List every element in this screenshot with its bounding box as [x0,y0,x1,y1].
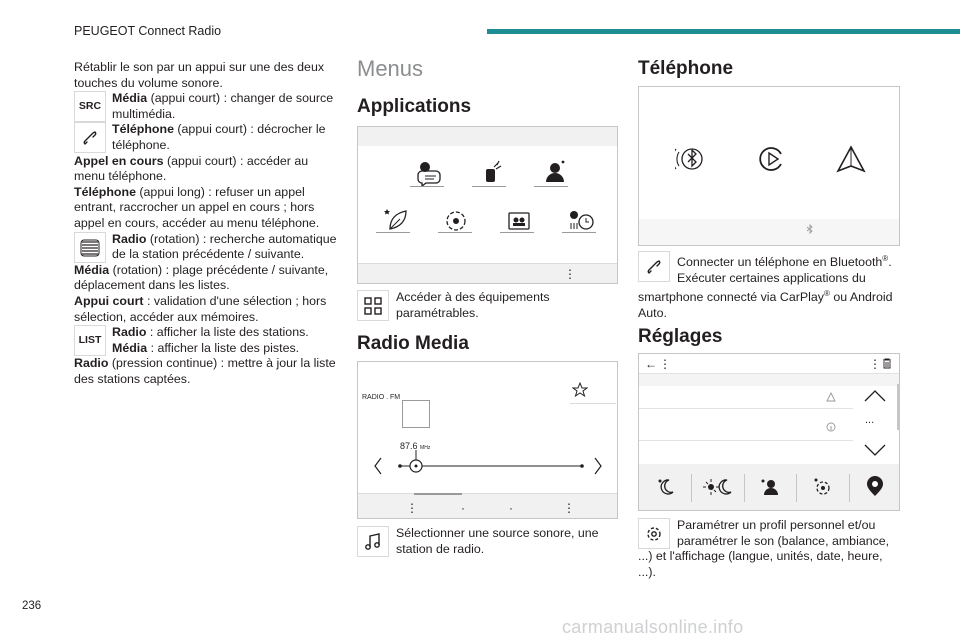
settings-caption-row [638,518,900,580]
telephone-caption-part3: ou Android Auto. [638,290,893,321]
list-long-description [74,356,342,387]
term-list-long: Radio [74,356,109,371]
phone-description [112,122,342,153]
list-icon: LIST [74,325,106,356]
radio-rotation-description [112,232,342,263]
messages-icon [414,159,444,187]
radio-media-screen [357,361,618,519]
radio-band-label: RADIO . FM [362,394,401,401]
media-rotation-text: (rotation) : plage précédente / suivante, déplacement dans les listes. [74,262,329,293]
radio-dot-icon[interactable]: · [461,501,465,515]
telephone-caption-part1: Connecter un téléphone en Bluetooth [677,255,883,270]
warning-icon [826,392,836,402]
contacts-card-icon [506,209,532,233]
settings-icon-bar [639,464,900,511]
more-options-icon[interactable]: ⋮ [564,267,576,281]
settings-caption: Paramétrer un profil personnel et/ou paramétrer le son (balance, ambiance, ...) et l'affichage (langue, unités, date, heure, ...). [638,518,890,579]
profile-icon[interactable] [759,476,781,498]
applications-heading: Applications [357,96,472,117]
back-arrow-icon[interactable]: ← [645,357,657,371]
phone-long-text: (appui long) : refuser un appel entrant, raccrocher un appel en cours ; hors appel en cours, accéder au menu téléphone. [74,184,320,230]
radio-text: (rotation) : recherche automatique de la station précédente / suivante. [112,231,337,262]
phone-text: (appui court) : décrocher le téléphone. [112,122,326,152]
remote-icon [480,159,506,185]
registered-mark: ® [882,254,889,263]
term-call: Appel en cours [74,153,164,168]
telephone-screen-bottombar [639,219,899,245]
list-long-text: (pression continue) : mettre à jour la liste des stations captées. [74,356,336,386]
term-phone: Téléphone [112,122,174,137]
call-text: (appui court) : accéder au menu téléphone. [74,153,309,184]
settings-row-divider [639,408,853,409]
page-number: 236 [22,600,42,612]
favorite-divider [570,403,616,404]
settings-heading: Réglages [638,326,723,347]
src-icon: SRC [74,91,106,122]
term-phone-long: Téléphone [74,184,136,199]
settings-menu-icon[interactable]: ⋮ [659,357,671,371]
term-list-radio: Radio [112,325,147,340]
frequency-value: 87.6 [400,441,418,451]
brightness-icon[interactable] [703,476,733,498]
menus-heading: Menus [357,56,424,81]
settings-options-icon[interactable]: ⋮ [869,357,881,371]
night-mode-icon[interactable] [655,476,677,498]
column-controls [74,60,342,387]
telephone-caption-part2: . Exécuter certaines applications du smartphone connecté via CarPlay [638,255,892,305]
term-media: Média [112,91,148,106]
term-radio: Radio [112,231,147,246]
music-note-icon [357,526,389,557]
src-row [74,91,342,122]
settings-scrollbar[interactable] [897,384,900,430]
radio-dot-icon[interactable]: · [509,501,513,515]
radio-menu-icon[interactable]: ⋮ [406,501,418,515]
call-description [74,154,342,185]
header-accent-bar [487,29,960,34]
list-media-text: : afficher la liste des pistes. [147,340,300,355]
favorite-star-icon[interactable] [572,382,588,398]
frequency-unit: MHz [420,445,431,451]
trash-icon[interactable] [882,358,892,369]
map-pin-settings-icon[interactable] [863,476,887,498]
media-rotation-description [74,263,342,294]
list-radio-line [112,325,342,341]
settings-row-divider [639,440,853,441]
heating-timer-icon [566,207,596,233]
applications-divider [376,232,410,233]
vehicle-settings-icon [442,207,470,233]
term-short-press: Appui court [74,293,144,308]
short-press-text: : validation d'une sélection ; hors sélection, accéder aux mémoires. [74,293,327,324]
registered-mark: ® [823,289,830,299]
settings-icon-divider [744,474,745,502]
applications-screen-topbar [358,127,617,146]
settings-icon-divider [691,474,692,502]
telephone-heading: Téléphone [638,58,734,79]
list-row [74,325,342,356]
applications-caption: Accéder à des équipements paramétrables. [396,290,550,320]
radio-options-icon[interactable]: ⋮ [563,501,575,515]
list-radio-text: : afficher la liste des stations. [146,325,309,340]
station-logo-placeholder [402,400,430,428]
term-media-rotation: Média [74,262,110,277]
list-description [112,325,342,356]
running-header: PEUGEOT Connect Radio [74,24,222,38]
settings-icon-divider [849,474,850,502]
settings-more-label[interactable]: ... [865,414,875,426]
applications-divider [562,232,596,233]
eco-leaf-icon [382,207,410,233]
radio-screen-topbar [358,362,617,381]
phone-long-description [74,185,342,232]
applications-divider [472,186,506,187]
radio-caption: Sélectionner une source sonore, une station de radio. [396,526,599,556]
term-list-media: Média [112,340,148,355]
telephone-screen [638,86,900,246]
bluetooth-icon[interactable] [675,142,707,176]
radio-caption-row [357,526,618,557]
applications-caption-row [357,290,618,321]
applications-screen-bottombar [358,263,617,283]
applications-divider [534,186,568,187]
short-press-description [74,294,342,325]
user-icon [542,159,568,185]
settings-icon-divider [796,474,797,502]
android-auto-icon[interactable] [835,144,867,174]
settings-caption-gear-icon [638,518,670,549]
radio-media-heading: Radio Media [357,333,469,354]
src-description [112,91,342,122]
applications-screen [357,126,618,284]
settings-screen-topbar [639,354,899,374]
phone-row [74,122,342,153]
applications-divider [438,232,472,233]
phone-handset-icon [638,251,670,282]
wheel-icon [74,232,106,263]
wheel-row [74,232,342,263]
radio-screen-bottombar [358,493,617,518]
applications-grid-icon [357,290,389,321]
watermark: carmanualsonline.info [562,617,744,637]
intro-text: Rétablir le son par un appui sur une des deux touches du volume sonore. [74,60,325,90]
phone-icon [74,122,106,153]
bluetooth-status-icon [806,224,814,234]
list-media-line [112,341,342,357]
carplay-icon[interactable] [757,144,787,174]
frequency-slider[interactable] [372,450,604,482]
telephone-screen-topbar [639,87,899,106]
scroll-up-icon[interactable] [863,388,887,404]
radio-active-tab-indicator [414,493,462,495]
applications-divider [500,232,534,233]
info-icon [826,422,836,432]
settings-screen [638,353,900,511]
settings-subbar [639,374,900,386]
applications-divider [410,186,444,187]
src-text: (appui court) : changer de source multimédia. [112,91,334,121]
telephone-caption-row [638,251,900,322]
settings-gear-icon[interactable] [811,476,835,498]
scroll-down-icon[interactable] [863,442,887,458]
